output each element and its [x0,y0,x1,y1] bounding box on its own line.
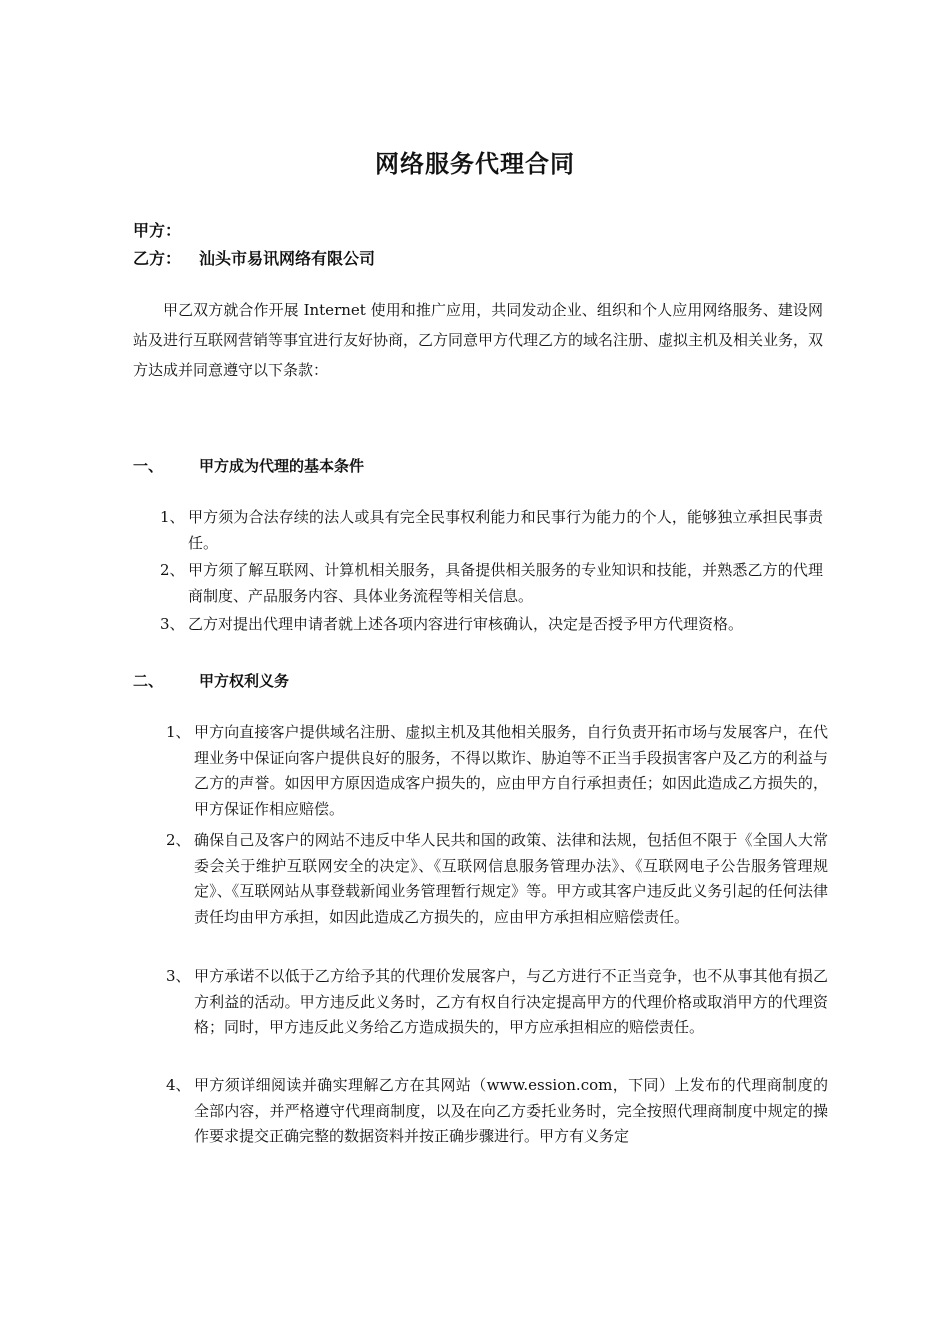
item-number: 2、 [160,561,185,579]
item-text: 乙方对提出代理申请者就上述各项内容进行审核确认，决定是否授予甲方代理资格。 [188,615,744,633]
party-b-label: 乙方： [133,249,182,268]
item-number: 3、 [166,967,191,985]
item-text: 甲方须详细阅读并确实理解乙方在其网站（www.ession.com，下同）上发布的代理商制度的全部内容，并严格遵守代理商制度，以及在向乙方委托业务时，完全按照代理商制度中规定的操作要求提交正确完整的数据资料并按正确步骤进行。甲方有义务定 [194,1076,828,1145]
party-b [133,246,375,269]
list-item [160,558,823,609]
party-a-label: 甲方： [133,221,182,240]
item-text: 甲方须为合法存续的法人或具有完全民事权利能力和民事行为能力的个人，能够独立承担民事责任。 [188,508,823,552]
party-b-name: 汕头市易讯网络有限公司 [199,249,376,268]
section-number: 二、 [133,672,164,690]
list-item [166,720,828,822]
section-title: 甲方成为代理的基本条件 [199,457,365,475]
item-number: 4、 [166,1076,191,1094]
intro-paragraph: 甲乙双方就合作开展 Internet 使用和推广应用，共同发动企业、组织和个人应用网络服务、建设网站及进行互联网营销等事宜进行友好协商，乙方同意甲方代理乙方的域名注册、虚拟主机及相关业务，双方达成并同意遵守以下条款： [133,301,824,379]
section-heading-1 [133,455,364,476]
party-a [133,218,199,241]
section-title: 甲方权利义务 [199,672,290,690]
document-title: 网络服务代理合同 [375,150,575,178]
section-number: 一、 [133,457,164,475]
list-item [160,612,823,638]
list-item [166,828,828,930]
item-number: 1、 [166,723,191,741]
item-number: 2、 [166,831,191,849]
list-item [166,1073,828,1150]
item-number: 1、 [160,508,185,526]
item-number: 3、 [160,615,185,633]
list-item [166,964,828,1041]
list-item [160,505,823,556]
item-text: 甲方承诺不以低于乙方给予其的代理价发展客户，与乙方进行不正当竞争，也不从事其他有损乙方利益的活动。甲方违反此义务时，乙方有权自行决定提高甲方的代理价格或取消甲方的代理资格；同时，甲方违反此义务给乙方造成损失的，甲方应承担相应的赔偿责任。 [194,967,828,1036]
item-text: 甲方须了解互联网、计算机相关服务，具备提供相关服务的专业知识和技能，并熟悉乙方的代理商制度、产品服务内容、具体业务流程等相关信息。 [188,561,823,605]
section-heading-2 [133,670,289,691]
item-text: 确保自己及客户的网站不违反中华人民共和国的政策、法律和法规，包括但不限于《全国人大常委会关于维护互联网安全的决定》、《互联网信息服务管理办法》、《互联网电子公告服务管理规定》、《互联网站从事登载新闻业务管理暂行规定》等。甲方或其客户违反此义务引起的任何法律责任均由甲方承担，如因此造成乙方损失的，应由甲方承担相应赔偿责任。 [194,831,828,926]
item-text: 甲方向直接客户提供域名注册、虚拟主机及其他相关服务，自行负责开拓市场与发展客户，在代理业务中保证向客户提供良好的服务，不得以欺诈、胁迫等不正当手段损害客户及乙方的利益与乙方的声誉。如因甲方原因造成客户损失的，应由甲方自行承担责任；如因此造成乙方损失的，甲方保证作相应赔偿。 [194,723,828,818]
